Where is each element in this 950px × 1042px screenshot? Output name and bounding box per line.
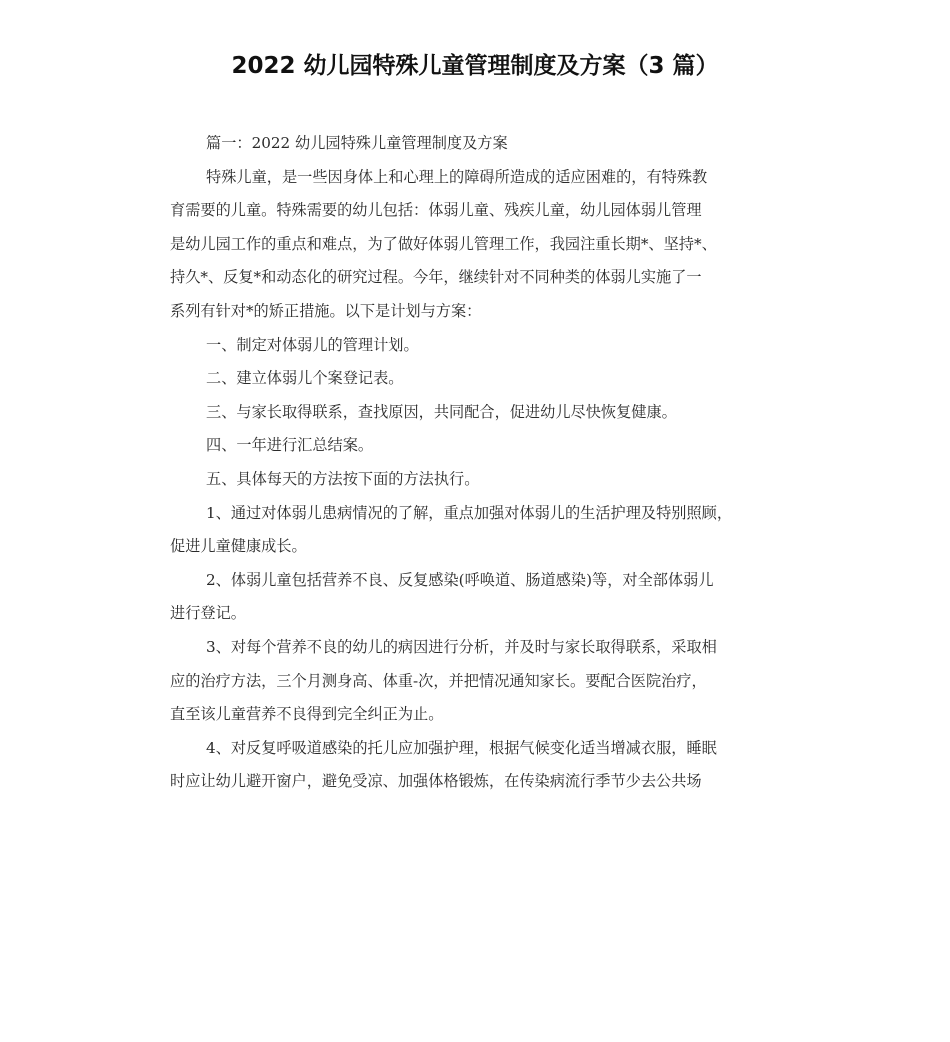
list-item: 一、制定对体弱儿的管理计划。 <box>206 335 419 354</box>
list-item: 五、具体每天的方法按下面的方法执行。 <box>206 469 480 488</box>
list-item: 三、与家长取得联系，查找原因，共同配合，促进幼儿尽快恢复健康。 <box>206 402 677 421</box>
document-body <box>170 127 785 799</box>
paragraph-line: 进行登记。 <box>170 604 246 623</box>
paragraph-line: 直至该儿童营养不良得到完全纠正为止。 <box>170 705 444 724</box>
paragraph-line: 1、通过对体弱儿患病情况的了解，重点加强对体弱儿的生活护理及特别照顾， <box>206 503 733 522</box>
paragraph-line: 特殊儿童，是一些因身体上和心理上的障碍所造成的适应困难的，有特殊教 <box>206 167 708 186</box>
paragraph-line: 4、对反复呼吸道感染的托儿应加强护理，根据气候变化适当增减衣服，睡眠 <box>206 738 717 757</box>
paragraph-line: 系列有针对*的矫正措施。以下是计划与方案： <box>170 301 482 320</box>
list-item: 四、一年进行汇总结案。 <box>206 436 374 455</box>
paragraph-line: 应的治疗方法，三个月测身高、体重-次，并把情况通知家长。要配合医院治疗， <box>170 671 707 690</box>
paragraph-line: 2、体弱儿童包括营养不良、反复感染(呼唤道、肠道感染)等，对全部体弱儿 <box>206 570 714 589</box>
paragraph-line: 持久*、反复*和动态化的研究过程。今年，继续针对不同种类的体弱儿实施了一 <box>170 268 702 287</box>
paragraph-line: 促进儿童健康成长。 <box>170 537 307 556</box>
paragraph-line: 时应让幼儿避开窗户，避免受凉、加强体格锻炼，在传染病流行季节少去公共场 <box>170 772 702 791</box>
document-title: 2022 幼儿园特殊儿童管理制度及方案（3 篇） <box>231 53 719 79</box>
paragraph-line: 3、对每个营养不良的幼儿的病因进行分析，并及时与家长取得联系，采取相 <box>206 637 717 656</box>
paragraph-line: 育需要的儿童。特殊需要的幼儿包括：体弱儿童、残疾儿童，幼儿园体弱儿管理 <box>170 201 702 220</box>
paragraph-line: 是幼儿园工作的重点和难点，为了做好体弱儿管理工作，我园注重长期*、坚持*、 <box>170 234 717 253</box>
list-item: 二、建立体弱儿个案登记表。 <box>206 369 404 388</box>
section-heading: 篇一：2022 幼儿园特殊儿童管理制度及方案 <box>206 134 508 152</box>
